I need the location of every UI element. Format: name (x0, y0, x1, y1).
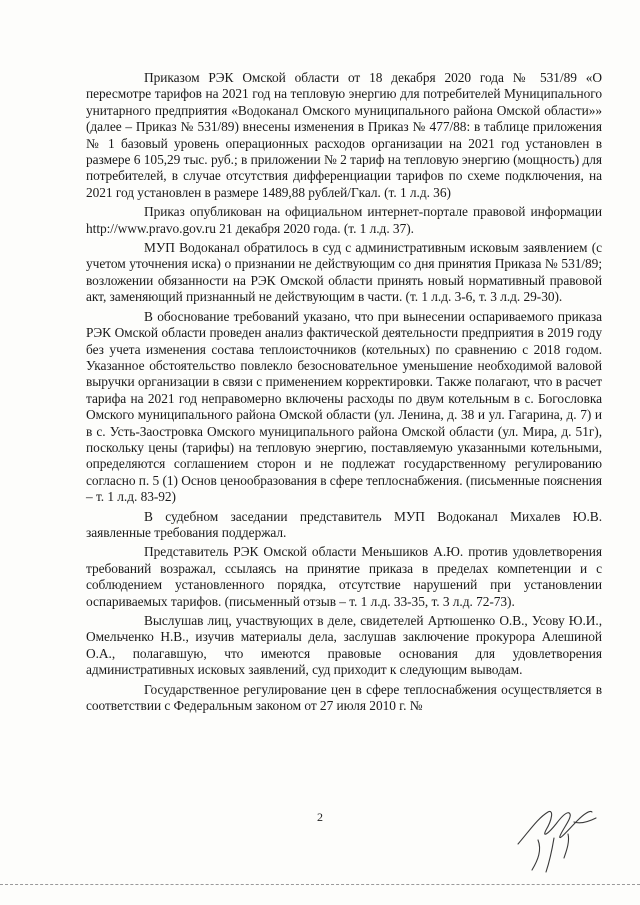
page-number: 2 (317, 810, 323, 824)
signature-icon (508, 800, 600, 876)
document-body (86, 70, 602, 715)
paragraph-claim: МУП Водоканал обратилось в суд с административным исковым заявлением (с учетом уточнения иска) о признании не действующим со дня принятия Приказа № 531/89; возложении обязанности на РЭК Омской области принять новый нормативный правовой акт, заменяющий признанный не действующим в части. (т. 1 л.д. 3-6, т. 3 л.д. 29-30). (86, 240, 602, 305)
paragraph-grounds: В обоснование требований указано, что при вынесении оспариваемого приказа РЭК Омской области проведен анализ фактической деятельности предприятия в 2019 году без учета изменения состава теплоисточников (котельных) по сравнению с 2018 годом. Указанное обстоятельство повлекло безосновательное уменьшение необходимой валовой выручки организации в связи с применением корректировки. Также полагают, что в расчет тарифа на 2021 год неправомерно включены расходы по двум котельным в с. Богословка Омского муниципального района Омской области (ул. Ленина, д. 38 и ул. Гагарина, д. 7) и в с. Усть-Заостровка Омского муниципального района Омской области (ул. Мира, д. 51г), поскольку цены (тарифы) на тепловую энергию, поставляемую указанными котельными, определяются соглашением сторон и не подлежат государственному регулированию согласно п. 5 (1) Основ ценообразования в сфере теплоснабжения. (письменные пояснения – т. 1 л.д. 83-92) (86, 308, 602, 505)
paragraph-order-531-89: Приказом РЭК Омской области от 18 декабря 2020 года № 531/89 «О пересмотре тарифов на 2021 год на тепловую энергию для потребителей Муниципального унитарного предприятия «Водоканал Омского муниципального района Омской области»» (далее – Приказ № 531/89) внесены изменения в Приказ № 477/88: в таблице приложения № 1 базовый уровень операционных расходов организации на 2021 год установлен в размере 6 105,29 тыс. руб.; в приложении № 2 тариф на тепловую энергию (мощность) для потребителей, в случае отсутствия дифференциации тарифов по схеме подключения, на 2021 год установлен в размере 1489,88 рублей/Гкал. (т. 1 л.д. 36) (86, 70, 602, 200)
paragraph-defendant-representative: Представитель РЭК Омской области Меньшиков А.Ю. против удовлетворения требований возражал, ссылаясь на принятие приказа в пределах компетенции и с соблюдением установленного порядка, отсутствие нарушений при установлении оспариваемых тарифов. (письменный отзыв – т. 1 л.д. 33-35, т. 3 л.д. 72-73). (86, 544, 602, 609)
paragraph-plaintiff-representative: В судебном заседании представитель МУП Водоканал Михалев Ю.В. заявленные требования поддержал. (86, 508, 602, 540)
bottom-divider (0, 884, 640, 885)
paragraph-publication: Приказ опубликован на официальном интернет-портале правовой информации http://www.pravo.gov.ru 21 декабря 2020 года. (т. 1 л.д. 37). (86, 204, 602, 236)
paragraph-state-regulation: Государственное регулирование цен в сфере теплоснабжения осуществляется в соответствии с Федеральным законом от 27 июля 2010 г. № (86, 681, 602, 714)
paragraph-court-findings: Выслушав лиц, участвующих в деле, свидетелей Артюшенко О.В., Усову Ю.И., Омельченко Н.В., изучив материалы дела, заслушав заключение прокурора Алешиной О.А., полагавшую, что имеются правовые основания для удовлетворения административных исковых заявлений, суд приходит к следующим выводам. (86, 613, 602, 678)
